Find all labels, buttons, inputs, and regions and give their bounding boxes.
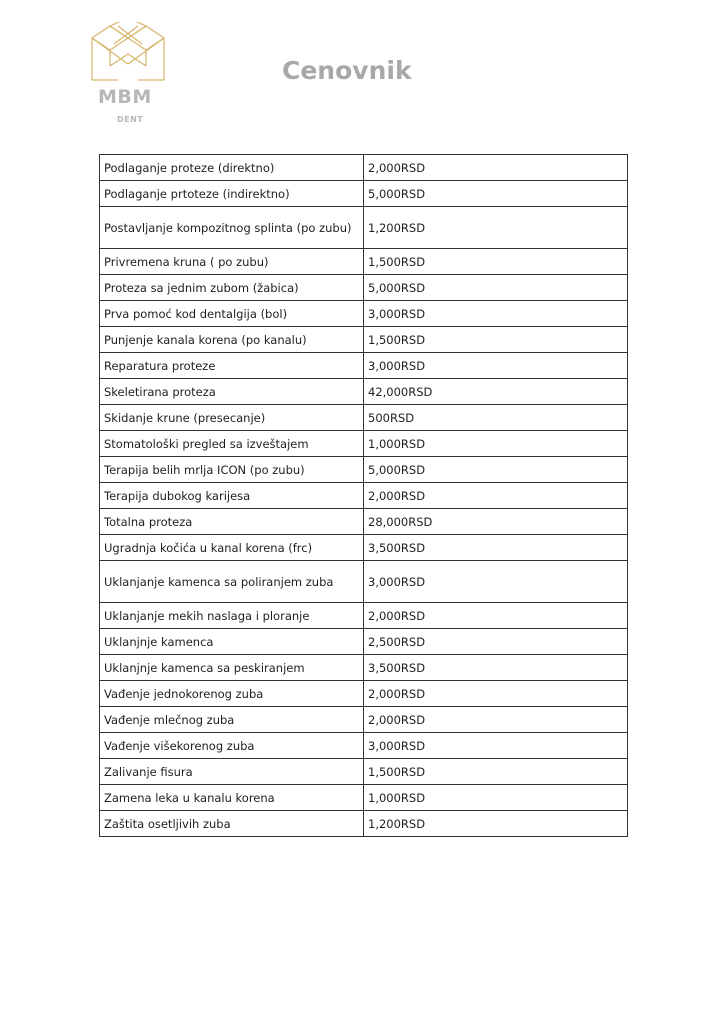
table-row bbox=[100, 431, 628, 457]
table-row bbox=[100, 629, 628, 655]
service-cell: Zaštita osetljivih zuba bbox=[100, 811, 364, 837]
price-cell: 1,500RSD bbox=[364, 759, 628, 785]
table-row bbox=[100, 759, 628, 785]
table-row bbox=[100, 785, 628, 811]
price-table bbox=[99, 154, 628, 837]
service-cell: Proteza sa jednim zubom (žabica) bbox=[100, 275, 364, 301]
service-cell: Zamena leka u kanalu korena bbox=[100, 785, 364, 811]
table-row bbox=[100, 405, 628, 431]
service-cell: Skidanje krune (presecanje) bbox=[100, 405, 364, 431]
price-cell: 5,000RSD bbox=[364, 275, 628, 301]
price-cell: 3,000RSD bbox=[364, 353, 628, 379]
table-row bbox=[100, 603, 628, 629]
service-cell: Uklanjanje kamenca sa poliranjem zuba bbox=[100, 561, 364, 603]
table-row bbox=[100, 509, 628, 535]
table-row bbox=[100, 733, 628, 759]
service-cell: Terapija dubokog karijesa bbox=[100, 483, 364, 509]
table-row bbox=[100, 561, 628, 603]
price-cell: 2,000RSD bbox=[364, 155, 628, 181]
service-cell: Totalna proteza bbox=[100, 509, 364, 535]
price-cell: 3,500RSD bbox=[364, 535, 628, 561]
table-row bbox=[100, 353, 628, 379]
price-cell: 500RSD bbox=[364, 405, 628, 431]
price-cell: 3,000RSD bbox=[364, 733, 628, 759]
service-cell: Terapija belih mrlja ICON (po zubu) bbox=[100, 457, 364, 483]
table-row bbox=[100, 181, 628, 207]
price-cell: 1,200RSD bbox=[364, 207, 628, 249]
price-cell: 2,000RSD bbox=[364, 681, 628, 707]
price-cell: 1,500RSD bbox=[364, 327, 628, 353]
table-row bbox=[100, 681, 628, 707]
table-row bbox=[100, 155, 628, 181]
logo-mark-icon bbox=[88, 22, 168, 84]
price-cell: 2,500RSD bbox=[364, 629, 628, 655]
service-cell: Vađenje višekorenog zuba bbox=[100, 733, 364, 759]
service-cell: Uklanjnje kamenca bbox=[100, 629, 364, 655]
table-row bbox=[100, 301, 628, 327]
price-cell: 1,500RSD bbox=[364, 249, 628, 275]
logo-subtitle: DENT bbox=[117, 115, 144, 124]
service-cell: Uklanjanje mekih naslaga i ploranje bbox=[100, 603, 364, 629]
price-cell: 3,000RSD bbox=[364, 301, 628, 327]
table-row bbox=[100, 535, 628, 561]
service-cell: Reparatura proteze bbox=[100, 353, 364, 379]
service-cell: Podlaganje prtoteze (indirektno) bbox=[100, 181, 364, 207]
price-cell: 1,000RSD bbox=[364, 785, 628, 811]
price-cell: 1,200RSD bbox=[364, 811, 628, 837]
table-row bbox=[100, 275, 628, 301]
price-cell: 2,000RSD bbox=[364, 483, 628, 509]
table-row bbox=[100, 379, 628, 405]
table-row bbox=[100, 249, 628, 275]
service-cell: Prva pomoć kod dentalgija (bol) bbox=[100, 301, 364, 327]
service-cell: Ugradnja kočića u kanal korena (frc) bbox=[100, 535, 364, 561]
table-row bbox=[100, 655, 628, 681]
logo bbox=[88, 22, 168, 130]
table-row bbox=[100, 811, 628, 837]
service-cell: Stomatološki pregled sa izveštajem bbox=[100, 431, 364, 457]
price-cell: 28,000RSD bbox=[364, 509, 628, 535]
logo-name: MBM bbox=[98, 86, 152, 108]
table-row bbox=[100, 457, 628, 483]
service-cell: Privremena kruna ( po zubu) bbox=[100, 249, 364, 275]
service-cell: Zalivanje fisura bbox=[100, 759, 364, 785]
table-row bbox=[100, 207, 628, 249]
service-cell: Podlaganje proteze (direktno) bbox=[100, 155, 364, 181]
price-cell: 1,000RSD bbox=[364, 431, 628, 457]
page-title: Cenovnik bbox=[282, 56, 412, 85]
service-cell: Punjenje kanala korena (po kanalu) bbox=[100, 327, 364, 353]
service-cell: Vađenje jednokorenog zuba bbox=[100, 681, 364, 707]
price-cell: 42,000RSD bbox=[364, 379, 628, 405]
price-cell: 3,000RSD bbox=[364, 561, 628, 603]
price-cell: 5,000RSD bbox=[364, 181, 628, 207]
price-cell: 5,000RSD bbox=[364, 457, 628, 483]
price-cell: 2,000RSD bbox=[364, 603, 628, 629]
service-cell: Postavljanje kompozitnog splinta (po zubu) bbox=[100, 207, 364, 249]
service-cell: Skeletirana proteza bbox=[100, 379, 364, 405]
service-cell: Uklanjnje kamenca sa peskiranjem bbox=[100, 655, 364, 681]
price-cell: 2,000RSD bbox=[364, 707, 628, 733]
table-row bbox=[100, 707, 628, 733]
table-row bbox=[100, 483, 628, 509]
service-cell: Vađenje mlečnog zuba bbox=[100, 707, 364, 733]
table-row bbox=[100, 327, 628, 353]
price-cell: 3,500RSD bbox=[364, 655, 628, 681]
